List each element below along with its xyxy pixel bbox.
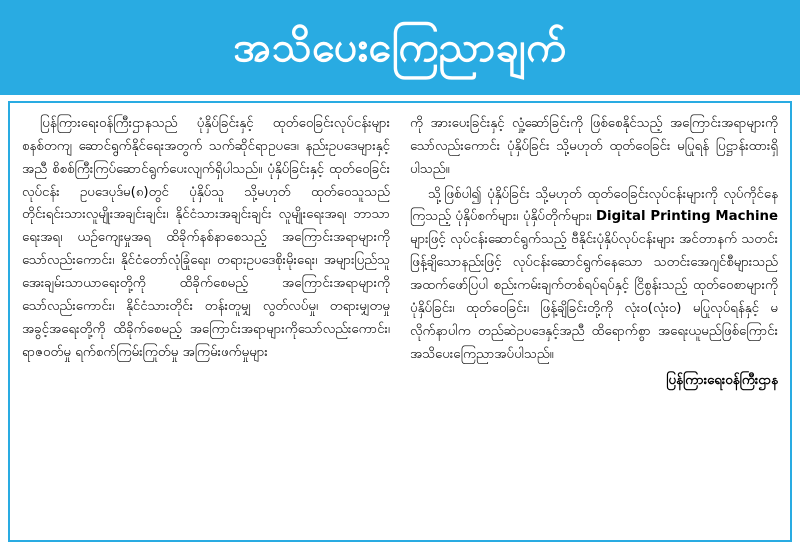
content-frame xyxy=(8,101,792,542)
paragraph-right-2-bold: Digital Printing Machine xyxy=(596,209,778,225)
paragraph-left-1: ပြန်ကြားရေးဝန်ကြီးဌာနသည် ပုံနှိပ်ခြင်းနှင့် ထုတ်ဝေခြင်းလုပ်ငန်းများ စနစ်တကျ ဆောင်ရွက်နိုင်ရေးအတွက် သက်ဆိုင်ရာဥပဒေ၊ နည်းဥပဒေများနှင့်အညီ စိစစ်ကြီးကြပ်ဆောင်ရွက်ပေးလျက်ရှိပါသည်။ ပုံနှိပ်ခြင်းနှင့် ထုတ်ဝေခြင်းလုပ်ငန်း ဥပဒေပုဒ်မ(၈)တွင် ပုံနှိပ်သူ သို့မဟုတ် ထုတ်ဝေသူသည် တိုင်းရင်းသားလူမျိုးအချင်းချင်း၊ နိုင်ငံသားအချင်းချင်း လူမျိုးရေးအရ၊ ဘာသာရေးအရ၊ ယဉ်ကျေးမှုအရ ထိခိုက်နစ်နာစေသည့် အကြောင်းအရာများကိုသော်လည်းကောင်း၊ နိုင်ငံတော်လုံခြုံရေး၊ တရားဥပဒေစိုးမိုးရေး၊ အများပြည်သူအေးချမ်းသာယာရေးတို့ကို ထိခိုက်စေမည့် အကြောင်းအရာများကိုသော်လည်းကောင်း၊ နိုင်ငံသားတိုင်း တန်းတူမျှ လွတ်လပ်မှု၊ တရားမျှတမှု အခွင့်အရေးတို့ကို ထိခိုက်စေမည့် အကြောင်းအရာများကိုသော်လည်းကောင်း၊ ရာဇဝတ်မှု ရက်စက်ကြမ်းကြုတ်မှု အကြမ်းဖက်မှုများ xyxy=(22,116,390,360)
header-banner xyxy=(0,0,800,95)
two-column-layout xyxy=(22,113,778,532)
signature-line: ပြန်ကြားရေးဝန်ကြီးဌာန xyxy=(666,373,778,389)
left-column xyxy=(22,113,390,532)
page-title: အသိပေးကြေညာချက် xyxy=(233,22,567,71)
paragraph-right-1: ကို အားပေးခြင်းနှင့် လှုံ့ဆော်ခြင်းကို ဖြစ်စေနိုင်သည့် အကြောင်းအရာများကိုသော်လည်းကောင်း ပုံနှိပ်ခြင်း သို့မဟုတ် ထုတ်ဝေခြင်း မပြုရန် ပြဋ္ဌာန်းထားရှိပါသည်။ xyxy=(410,116,778,177)
paragraph-right-2-part2: များဖြင့် လုပ်ငန်းဆောင်ရွက်သည့် ဗီနိုင်းပုံနှိပ်လုပ်ငန်းများ အင်တာနက် သတင်းဖြန့်ချိသောနည်းဖြင့် လုပ်ငန်းဆောင်ရွက်နေသော သတင်းအေဂျင်စီများသည် အထက်ဖော်ပြပါ စည်းကမ်းချက်တစ်ရပ်ရပ်နှင့် ငြိစွန်းသည့် ထုတ်ဝေစာများကို ပုံနှိပ်ခြင်း၊ ထုတ်ဝေခြင်း၊ ဖြန့်ချိခြင်းတို့ကို လုံးဝ(လုံးဝ) မပြုလုပ်ရန်နှင့် မလိုက်နာပါက တည်ဆဲဥပဒေနှင့်အညီ ထိရောက်စွာ အရေးယူမည်ဖြစ်ကြောင်း အသိပေးကြေညာအပ်ပါသည်။ xyxy=(410,232,778,362)
right-column xyxy=(410,113,778,532)
paragraph-right-2-part1: သို့ဖြစ်ပါ၍ ပုံနှိပ်ခြင်း သို့မဟုတ် ထုတ်ဝေခြင်းလုပ်ငန်းများကို လုပ်ကိုင်နေကြသည့် ပုံနှိပ်စက်များ၊ ပုံနှိပ်တိုက်များ၊ xyxy=(410,186,778,225)
paragraph-right-2 xyxy=(410,184,778,367)
